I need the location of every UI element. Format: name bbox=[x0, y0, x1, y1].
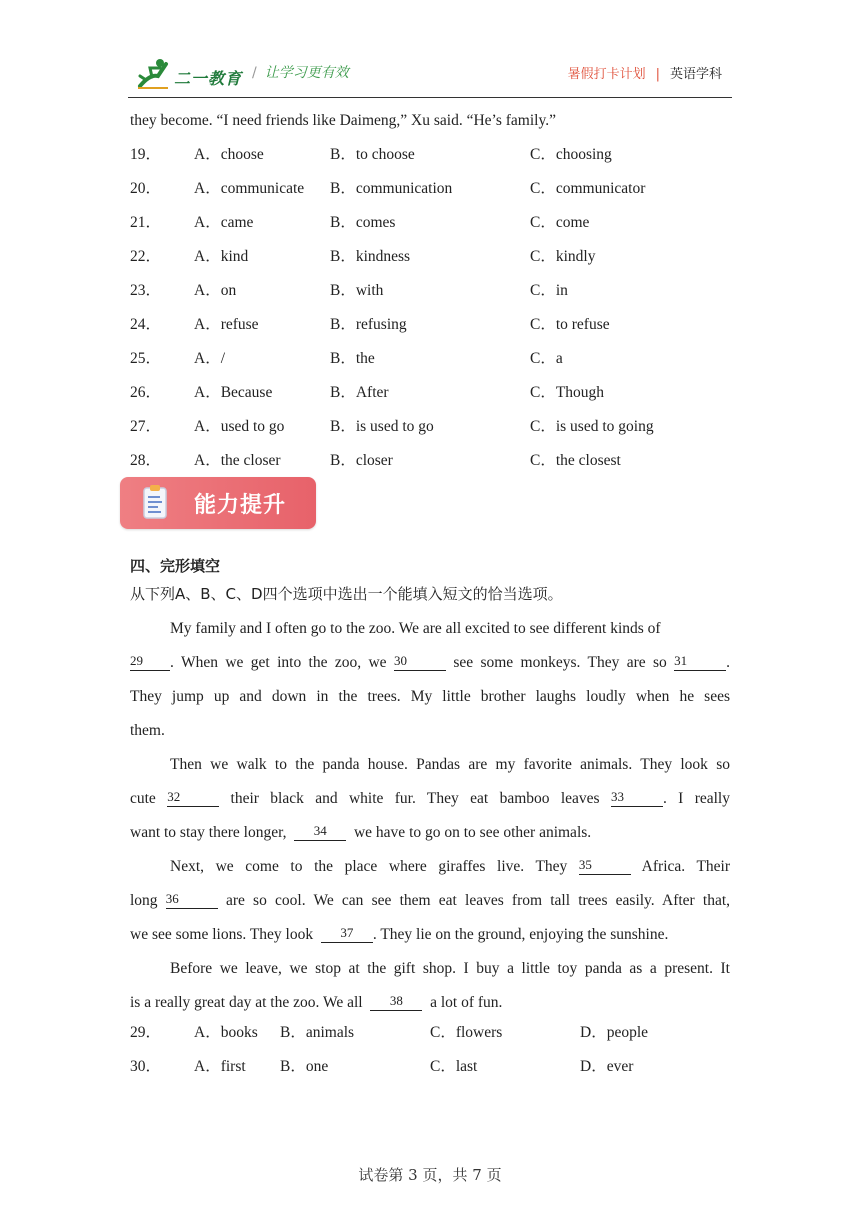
slogan-separator: / bbox=[252, 65, 257, 81]
question-number: 29． bbox=[130, 1024, 162, 1041]
question-row bbox=[130, 142, 730, 176]
passage-line: My family and I often go to the zoo. We are all excited to see different kinds of bbox=[170, 620, 661, 637]
logo-text: 二一教育 bbox=[174, 69, 243, 88]
page-header bbox=[128, 52, 732, 98]
question-row bbox=[130, 244, 730, 278]
passage-line bbox=[130, 646, 730, 680]
question-number: 23． bbox=[130, 282, 162, 299]
option-a: A．choose bbox=[194, 146, 264, 163]
blank-37: 37 bbox=[321, 924, 373, 943]
option-a: A．used to go bbox=[194, 418, 285, 435]
option-c: C．kindly bbox=[530, 248, 596, 265]
passage-line bbox=[130, 918, 730, 952]
blank-31: 31 bbox=[674, 652, 726, 671]
subject-label: 英语学科 bbox=[669, 67, 722, 82]
passage-line: Before we leave, we stop at the gift shop. I buy a little toy panda as a present. It bbox=[170, 960, 730, 977]
option-a: A．the closer bbox=[194, 452, 281, 469]
option-b: B．is used to go bbox=[330, 418, 434, 435]
passage-text: . I really bbox=[662, 790, 730, 807]
option-b: B．closer bbox=[330, 452, 393, 469]
blank-35: 35 bbox=[579, 856, 631, 875]
page-footer: 试卷第 3 页，共 7 页 bbox=[358, 1166, 502, 1184]
question-row bbox=[130, 380, 730, 414]
option-c: C．last bbox=[430, 1058, 478, 1075]
option-a: A．refuse bbox=[194, 316, 259, 333]
question-number: 24． bbox=[130, 316, 162, 333]
blank-34: 34 bbox=[294, 822, 346, 841]
passage-text: long bbox=[130, 892, 158, 909]
option-b: B．comes bbox=[330, 214, 396, 231]
option-b: B．After bbox=[330, 384, 389, 401]
plan-label: 暑假打卡计划 bbox=[567, 67, 646, 82]
option-b: B．one bbox=[280, 1058, 329, 1075]
question-number: 28． bbox=[130, 452, 162, 469]
option-c: C．communicator bbox=[530, 180, 646, 197]
question-row bbox=[130, 414, 730, 448]
option-c: C．a bbox=[530, 350, 563, 367]
option-c: C．Though bbox=[530, 384, 605, 401]
option-b: B．communication bbox=[330, 180, 453, 197]
passage-text: . They lie on the ground, enjoying the sunshine. bbox=[372, 926, 669, 943]
option-b: B．kindness bbox=[330, 248, 411, 265]
option-c: C．choosing bbox=[530, 146, 612, 163]
option-a: A．first bbox=[194, 1058, 246, 1075]
question-number: 25． bbox=[130, 350, 162, 367]
section-instruction: 从下列A、B、C、D四个选项中选出一个能填入短文的恰当选项。 bbox=[130, 585, 563, 603]
question-row bbox=[130, 278, 730, 312]
blank-33: 33 bbox=[611, 788, 663, 807]
passage-line bbox=[130, 884, 730, 918]
header-divider: | bbox=[655, 67, 660, 82]
question-row bbox=[130, 1020, 730, 1054]
blank-32: 32 bbox=[167, 788, 219, 807]
option-b: B．refusing bbox=[330, 316, 407, 333]
passage-text: we see some lions. They look bbox=[130, 926, 314, 943]
option-d: D．people bbox=[580, 1024, 649, 1041]
section-title: 四、完形填空 bbox=[130, 557, 221, 575]
passage-text: Next, we come to the place where giraffes live. They bbox=[170, 858, 568, 875]
question-block-a bbox=[130, 108, 730, 482]
option-a: A．on bbox=[194, 282, 237, 299]
blank-38: 38 bbox=[370, 992, 422, 1011]
option-c: C．to refuse bbox=[530, 316, 610, 333]
passage-text: is a really great day at the zoo. We all bbox=[130, 994, 363, 1011]
option-c: C．in bbox=[530, 282, 568, 299]
passage-line: They jump up and down in the trees. My little brother laughs loudly when he sees bbox=[130, 688, 730, 705]
option-a: A．communicate bbox=[194, 180, 305, 197]
blank-30: 30 bbox=[394, 652, 446, 671]
option-b: B．to choose bbox=[330, 146, 415, 163]
ability-banner bbox=[120, 477, 316, 529]
option-a: A．Because bbox=[194, 384, 273, 401]
question-number: 22． bbox=[130, 248, 162, 265]
option-c: C．flowers bbox=[430, 1024, 503, 1041]
intro-line: they become. “I need friends like Daimeng,” Xu said. “He’s family.” bbox=[130, 112, 556, 129]
header-rule bbox=[128, 97, 732, 98]
passage-line: them. bbox=[130, 722, 165, 739]
passage-text: a lot of fun. bbox=[430, 994, 503, 1011]
passage-line bbox=[130, 986, 730, 1020]
passage-text: see some monkeys. They are so bbox=[453, 654, 667, 671]
question-number: 19． bbox=[130, 146, 162, 163]
passage-text: we have to go on to see other animals. bbox=[353, 824, 592, 841]
question-number: 30． bbox=[130, 1058, 162, 1075]
runner-logo-icon bbox=[136, 56, 172, 90]
option-b: B．the bbox=[330, 350, 375, 367]
passage-line bbox=[130, 816, 730, 850]
passage-line: Then we walk to the panda house. Pandas are my favorite animals. They look so bbox=[170, 756, 730, 773]
question-row bbox=[130, 312, 730, 346]
passage-line bbox=[130, 850, 730, 884]
passage-text: cute bbox=[130, 790, 156, 807]
cloze-passage bbox=[130, 612, 730, 1088]
question-number: 20． bbox=[130, 180, 162, 197]
passage-text: . bbox=[726, 654, 731, 671]
slogan-text: 让学习更有效 bbox=[264, 65, 349, 81]
question-number: 27． bbox=[130, 418, 162, 435]
option-b: B．animals bbox=[280, 1024, 355, 1041]
question-row bbox=[130, 1054, 730, 1088]
passage-text: Africa. Their bbox=[641, 858, 731, 875]
logo bbox=[136, 56, 246, 90]
question-row bbox=[130, 210, 730, 244]
header-right bbox=[568, 63, 722, 82]
option-a: A．/ bbox=[194, 350, 226, 367]
question-number: 26． bbox=[130, 384, 162, 401]
option-c: C．the closest bbox=[530, 452, 621, 469]
clipboard-icon bbox=[142, 484, 170, 520]
option-a: A．came bbox=[194, 214, 254, 231]
option-a: A．books bbox=[194, 1024, 258, 1041]
question-row bbox=[130, 346, 730, 380]
passage-text: . When we get into the zoo, we bbox=[170, 654, 387, 671]
option-c: C．come bbox=[530, 214, 590, 231]
banner-title: 能力提升 bbox=[194, 493, 287, 518]
passage-text: want to stay there longer, bbox=[130, 824, 287, 841]
option-d: D．ever bbox=[580, 1058, 634, 1075]
option-a: A．kind bbox=[194, 248, 249, 265]
option-b: B．with bbox=[330, 282, 384, 299]
passage-text: are so cool. We can see them eat leaves from tall trees easily. After that, bbox=[225, 892, 731, 909]
passage-text: their black and white fur. They eat bamboo leaves bbox=[230, 790, 600, 807]
question-row bbox=[130, 176, 730, 210]
slogan bbox=[252, 62, 349, 82]
question-number: 21． bbox=[130, 214, 162, 231]
blank-29: 29 bbox=[130, 652, 170, 671]
blank-36: 36 bbox=[166, 890, 218, 909]
option-c: C．is used to going bbox=[530, 418, 654, 435]
passage-line bbox=[130, 782, 730, 816]
